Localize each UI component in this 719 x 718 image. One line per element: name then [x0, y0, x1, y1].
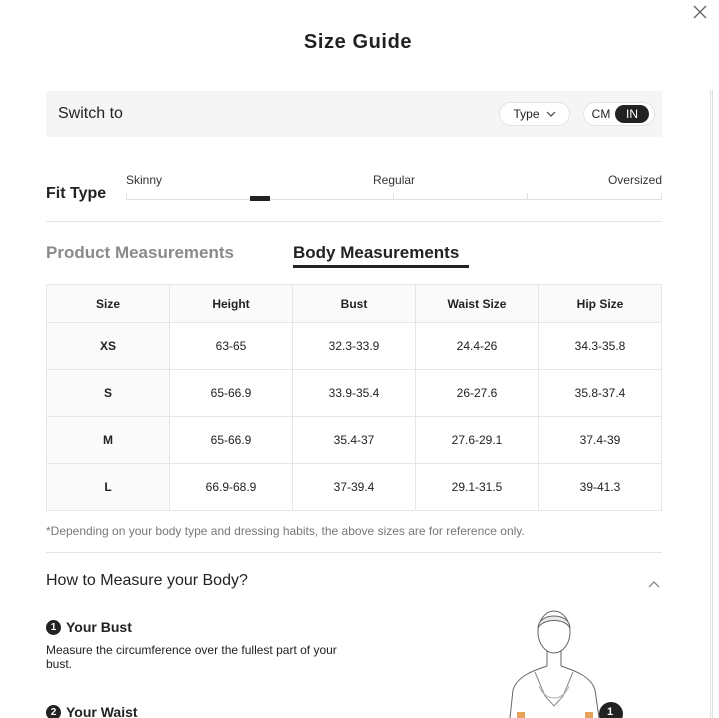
size-cell: S — [47, 370, 170, 417]
collapse-button[interactable] — [647, 576, 661, 586]
how-to-measure-title[interactable]: How to Measure your Body? — [46, 572, 248, 589]
step-waist — [46, 704, 138, 718]
divider — [46, 552, 662, 553]
chevron-up-icon — [647, 579, 661, 589]
table-cell: 24.4-26 — [416, 323, 539, 370]
column-header: Bust — [293, 285, 416, 323]
fit-label-skinny: Skinny — [126, 173, 163, 187]
column-header: Height — [170, 285, 293, 323]
table-cell: 35.4-37 — [293, 417, 416, 464]
fit-label-regular: Regular — [373, 173, 416, 187]
step-description: Measure the circumference over the fullest part of your bust. — [46, 643, 337, 671]
column-header: Waist Size — [416, 285, 539, 323]
divider — [46, 221, 662, 222]
unit-cm-option[interactable]: CM — [591, 107, 611, 121]
active-tab-indicator — [293, 265, 469, 268]
table-row — [47, 417, 662, 464]
table-row — [47, 323, 662, 370]
switch-label: Switch to — [58, 105, 123, 122]
scrollbar[interactable] — [710, 90, 719, 718]
table-row — [47, 370, 662, 417]
scrollbar-thumb[interactable] — [712, 90, 718, 718]
table-cell: 39-41.3 — [539, 464, 662, 511]
fit-type-scale — [126, 197, 662, 200]
tab-body-measurements[interactable]: Body Measurements — [293, 243, 460, 262]
table-cell: 29.1-31.5 — [416, 464, 539, 511]
table-cell: 27.6-29.1 — [416, 417, 539, 464]
step-bust — [46, 619, 132, 635]
table-cell: 65-66.9 — [170, 370, 293, 417]
fit-type-marker — [250, 196, 270, 201]
table-cell: 63-65 — [170, 323, 293, 370]
switch-bar — [46, 91, 662, 137]
table-cell: 65-66.9 — [170, 417, 293, 464]
size-cell: XS — [47, 323, 170, 370]
step-title: Your Bust — [66, 619, 132, 635]
body-figure-icon — [505, 606, 630, 718]
table-cell: 37.4-39 — [539, 417, 662, 464]
fit-tick — [126, 193, 127, 200]
fit-type-title: Fit Type — [46, 185, 107, 202]
table-cell: 66.9-68.9 — [170, 464, 293, 511]
table-cell: 34.3-35.8 — [539, 323, 662, 370]
fit-tick — [527, 193, 528, 200]
table-cell: 37-39.4 — [293, 464, 416, 511]
table-cell: 32.3-33.9 — [293, 323, 416, 370]
figure-marker-number: 1 — [607, 706, 614, 718]
unit-toggle[interactable] — [583, 102, 655, 126]
reference-note: *Depending on your body type and dressing habits, the above sizes are for reference only. — [46, 524, 525, 538]
close-button[interactable] — [691, 3, 709, 21]
table-cell: 26-27.6 — [416, 370, 539, 417]
fit-label-oversized: Oversized — [607, 173, 662, 187]
column-header: Size — [47, 285, 170, 323]
step-number: 2 — [46, 705, 61, 718]
type-dropdown-button[interactable] — [499, 102, 570, 126]
fit-tick — [661, 193, 662, 200]
size-cell: M — [47, 417, 170, 464]
page-title: Size Guide — [303, 31, 413, 53]
unit-in-option[interactable]: IN — [615, 105, 649, 123]
table-cell: 33.9-35.4 — [293, 370, 416, 417]
table-cell: 35.8-37.4 — [539, 370, 662, 417]
size-cell: L — [47, 464, 170, 511]
table-header-row — [47, 285, 662, 323]
close-icon — [691, 3, 709, 21]
type-label: Type — [513, 107, 540, 121]
column-header: Hip Size — [539, 285, 662, 323]
step-title: Your Waist — [66, 704, 138, 718]
body-figure-illustration — [505, 606, 630, 718]
chevron-down-icon — [546, 111, 556, 117]
fit-tick — [393, 193, 394, 200]
tab-product-measurements[interactable]: Product Measurements — [46, 243, 234, 262]
step-number: 1 — [46, 620, 61, 635]
table-row — [47, 464, 662, 511]
size-table — [46, 284, 662, 511]
